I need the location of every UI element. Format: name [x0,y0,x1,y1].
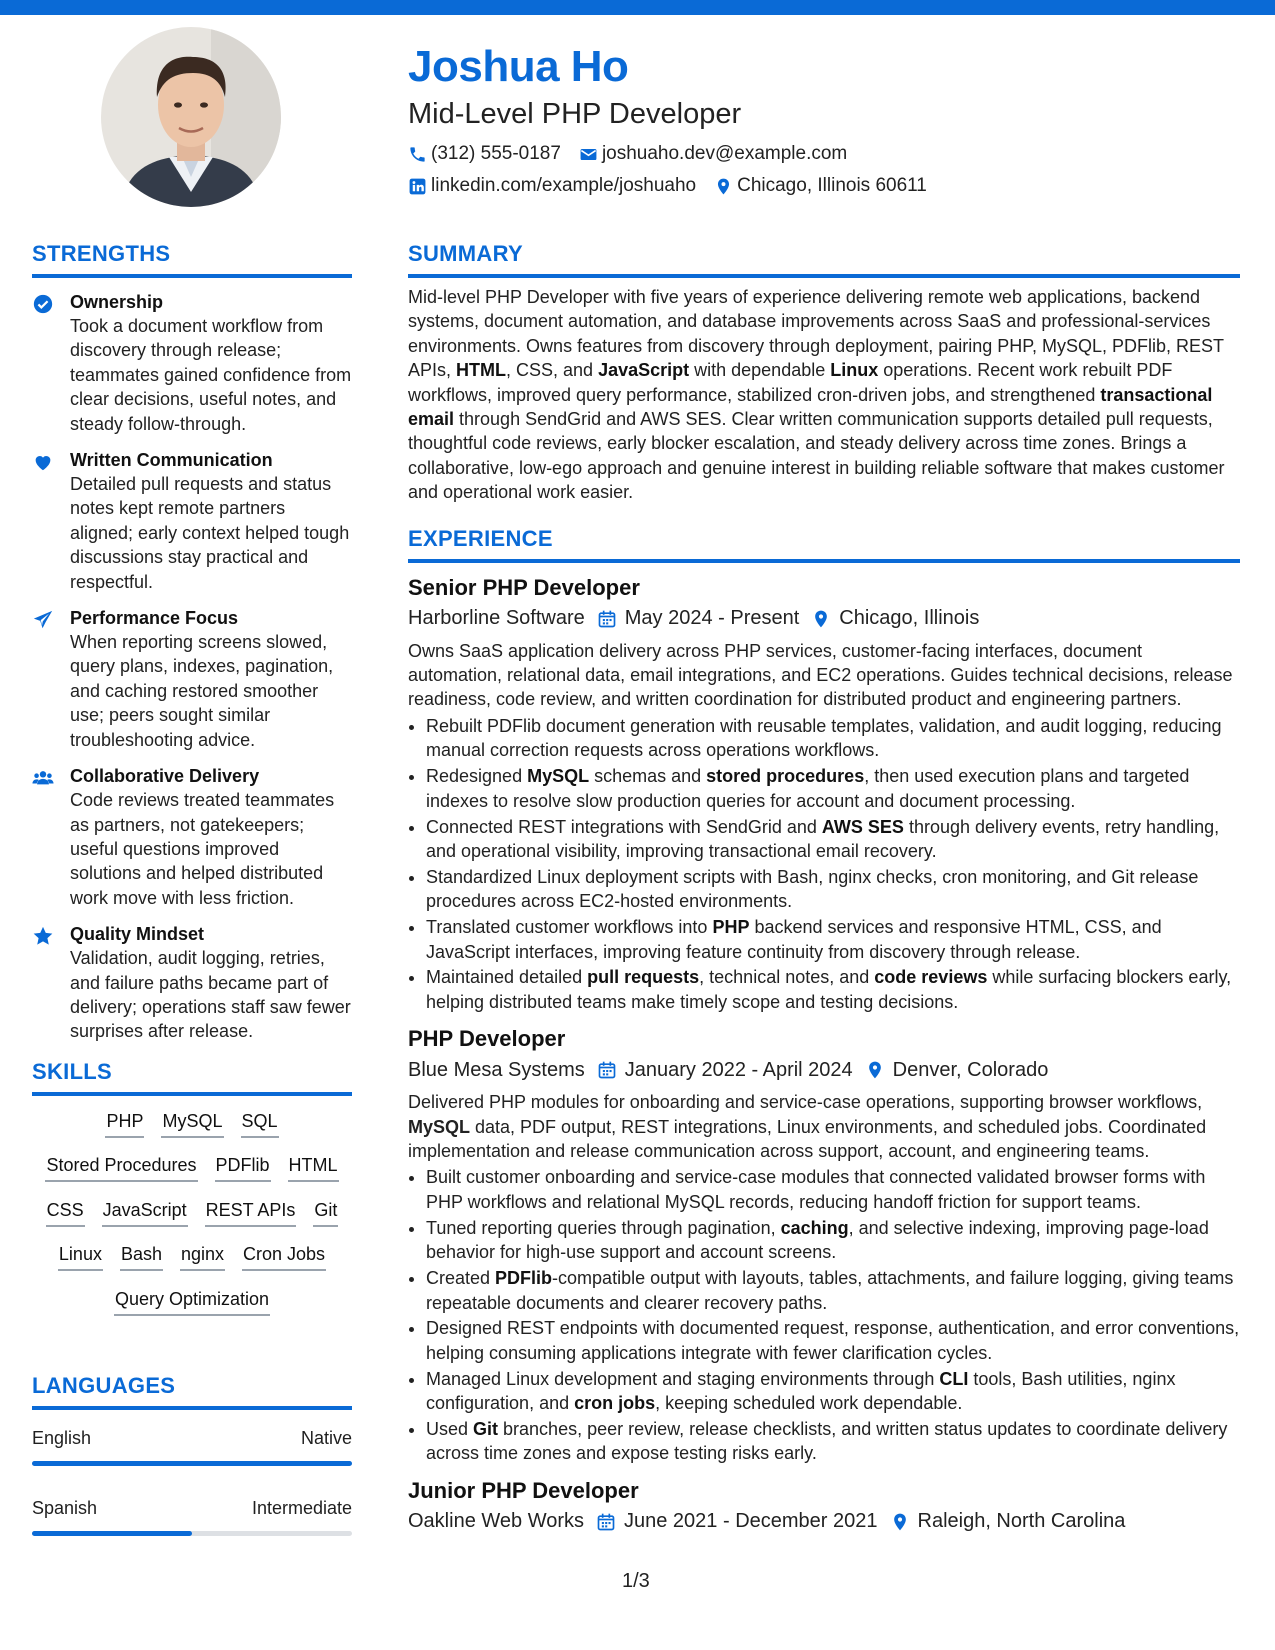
map-pin-icon [865,1060,885,1080]
right-column [408,240,1240,1538]
list-item: • Used Git branches, peer review, release checklists, and written status updates to coordinate delivery across time zones and expose testing risks early. [426,1417,1240,1466]
star-icon [32,925,54,947]
skill-row [32,1110,352,1155]
strength-item [32,448,352,594]
skill-tag: HTML [288,1154,339,1182]
skill-row [32,1154,352,1199]
map-pin-icon [811,609,831,629]
experience-list [408,573,1240,1538]
skill-tag: MySQL [161,1110,223,1138]
strength-item [32,764,352,910]
skill-tag: SQL [241,1110,279,1138]
strength-desc: Took a document workflow from discovery through release; teammates gained confidence from clear decisions, useful notes, and steady follow-through. [70,316,352,434]
skill-row [32,1288,352,1333]
list-item: • Translated customer workflows into PHP backend services and responsive HTML, CSS, and JavaScript interfaces, improving feature continuity from discovery through release. [426,915,1240,964]
language-item [32,1426,352,1466]
envelope-icon [579,145,598,164]
candidate-name: Joshua Ho [408,42,629,91]
job-bullets [408,714,1240,1014]
list-item: • Built customer onboarding and service-case modules that connected validated browser forms with PHP workflows and relational MySQL records, reducing handoff friction for support teams. [426,1165,1240,1214]
language-item [32,1496,352,1536]
strength-title: Written Communication [70,450,273,471]
job-entry [408,1024,1240,1466]
skills-heading: SKILLS [32,1058,352,1096]
list-item: • Managed Linux development and staging environments through CLI tools, Bash utilities, nginx configuration, and cron jobs, keeping scheduled work dependable. [426,1367,1240,1416]
linkedin-text: linkedin.com/example/joshuaho [431,175,697,196]
heart-icon [32,451,54,473]
strength-title: Collaborative Delivery [70,766,260,787]
job-meta [408,1506,1240,1538]
skill-tag: PHP [105,1110,144,1138]
languages-list [32,1426,352,1536]
users-icon [32,767,54,789]
job-company: Oakline Web Works [408,1510,584,1533]
strengths-heading: STRENGTHS [32,240,352,278]
resume-header [408,40,1238,202]
language-proficiency-fill [32,1461,352,1466]
language-level: Intermediate [251,1498,352,1519]
profile-photo [101,27,281,207]
skills-list [32,1110,352,1333]
job-location: Chicago, Illinois [839,607,980,630]
job-entry [408,1476,1240,1538]
skill-row [32,1243,352,1288]
skill-tag: REST APIs [205,1199,297,1227]
languages-heading: LANGUAGES [32,1372,352,1410]
strength-title: Ownership [70,292,164,312]
skill-tag: Stored Procedures [45,1154,197,1182]
top-accent-bar [0,0,1275,15]
list-item: • Tuned reporting queries through pagination, caching, and selective indexing, improving page-load behavior for high-use support and account screens. [426,1216,1240,1265]
skill-row [32,1199,352,1244]
list-item: • Created PDFlib-compatible output with layouts, tables, attachments, and failure logging, giving teams repeatable documents and clearer recovery paths. [426,1266,1240,1315]
job-title: Senior PHP Developer [408,574,640,600]
strength-item [32,290,352,436]
skill-tag: Git [313,1199,338,1227]
job-dates: May 2024 - Present [624,607,800,630]
map-pin-icon [714,177,733,196]
strength-item [32,606,352,752]
list-item: • Maintained detailed pull requests, technical notes, and code reviews while surfacing blockers early, helping distributed teams make timely scope and testing decisions. [426,965,1240,1014]
calendar-icon [596,1512,616,1532]
job-dates: January 2022 - April 2024 [624,1058,853,1081]
skill-tag: Linux [58,1243,103,1271]
job-company: Harborline Software [408,607,585,630]
contact-info [408,138,1238,202]
strengths-list [32,290,352,1044]
calendar-icon [597,1060,617,1080]
list-item: • Connected REST integrations with SendGrid and AWS SES through delivery events, retry handling, and operational visibility, improving transactional email recovery. [426,815,1240,864]
job-company: Blue Mesa Systems [408,1058,585,1081]
job-description: Delivered PHP modules for onboarding and service-case operations, supporting browser workflows, MySQL data, PDF output, REST integrations, Linux environments, and scheduled jobs. Coordinated implementation and release communication across support, account, and engineering teams. [408,1092,1207,1162]
language-level: Native [300,1428,352,1449]
job-description: Owns SaaS application delivery across PHP services, customer-facing interfaces, document automation, relational data, email integrations, and EC2 operations. Guides technical decisions, release readiness, code review, and written coordination for distributed product and engineering partners. [408,640,1233,710]
job-title: Junior PHP Developer [408,1477,639,1503]
list-item: • Redesigned MySQL schemas and stored procedures, then used execution plans and targeted indexes to resolve slow production queries for account and document processing. [426,764,1240,813]
strength-desc: Validation, audit logging, retries, and failure paths became part of delivery; operations staff saw fewer surprises after release. [70,948,351,1042]
list-item: • Designed REST endpoints with documented request, response, authentication, and error conventions, helping consuming applications integrate with fewer clarification cycles. [426,1316,1240,1365]
candidate-role: Mid-Level PHP Developer [408,98,742,130]
job-entry [408,573,1240,1015]
job-meta [408,603,1240,635]
email-contact[interactable] [579,143,847,165]
language-proficiency-fill [32,1531,192,1536]
languages-section [32,1372,352,1536]
strength-item [32,922,352,1044]
summary-heading: SUMMARY [408,240,1240,278]
strength-desc: Detailed pull requests and status notes kept remote partners aligned; early context helped tough discussions stay practical and respectful. [70,474,350,592]
page-number: 1/3 [622,1570,650,1592]
email-text: joshuaho.dev@example.com [601,143,848,164]
phone-icon [408,145,427,164]
job-bullets [408,1165,1240,1465]
location-text: Chicago, Illinois 60611 [737,175,927,196]
language-proficiency-bar [32,1531,352,1536]
job-meta [408,1054,1240,1086]
skill-tag: JavaScript [102,1199,188,1227]
left-column [32,240,352,1566]
skill-tag: Cron Jobs [242,1243,326,1271]
skills-section [32,1058,352,1333]
strength-title: Performance Focus [70,608,239,629]
job-title: PHP Developer [408,1026,566,1052]
job-dates: June 2021 - December 2021 [624,1510,878,1533]
experience-heading: EXPERIENCE [408,525,1240,563]
language-name: English [32,1428,92,1449]
skill-tag: nginx [180,1243,225,1271]
strength-desc: When reporting screens slowed, query plans, indexes, pagination, and caching restored smoother use; peers sought similar troubleshooting advice. [70,632,334,750]
phone-text: (312) 555-0187 [431,143,561,164]
linkedin-icon [408,177,427,196]
calendar-icon [597,609,617,629]
linkedin-contact[interactable] [408,175,696,197]
phone-contact[interactable] [408,143,561,165]
location-contact [714,175,927,197]
list-item: • Standardized Linux deployment scripts with Bash, nginx checks, cron monitoring, and Git release procedures across EC2-hosted environments. [426,865,1240,914]
check-circle-icon [32,293,54,315]
paper-plane-icon [32,609,54,631]
job-location: Denver, Colorado [892,1058,1049,1081]
language-name: Spanish [32,1498,98,1519]
map-pin-icon [890,1512,910,1532]
experience-section [408,525,1240,1538]
skill-tag: PDFlib [215,1154,271,1182]
summary-text: Mid-level PHP Developer with five years of experience delivering remote web applications, backend systems, document automation, and database improvements across SaaS and professional-services environments. Owns features from discovery through deployment, pairing PHP, MySQL, PDFlib, REST APIs, HTML, CSS, and JavaScript with dependable Linux operations. Recent work rebuilt PDF workflows, improved query performance, stabilized cron-driven jobs, and strengthened transactional email through SendGrid and AWS SES. Clear written communication supports detailed pull requests, thoughtful code reviews, early blocker escalation, and steady delivery across time zones. Brings a collaborative, low-ego approach and genuine interest in building reliable software that makes customer and operational work easier. [408,287,1225,503]
list-item: • Rebuilt PDFlib document generation with reusable templates, validation, and audit logging, reducing manual correction requests across operations workflows. [426,714,1240,763]
language-proficiency-bar [32,1461,352,1466]
skill-tag: Bash [120,1243,163,1271]
skill-tag: Query Optimization [114,1288,270,1316]
strength-title: Quality Mindset [70,924,205,945]
job-location: Raleigh, North Carolina [917,1510,1126,1533]
strength-desc: Code reviews treated teammates as partners, not gatekeepers; useful questions improved solutions and helped distributed work move with less friction. [70,790,335,908]
skill-tag: CSS [46,1199,85,1227]
